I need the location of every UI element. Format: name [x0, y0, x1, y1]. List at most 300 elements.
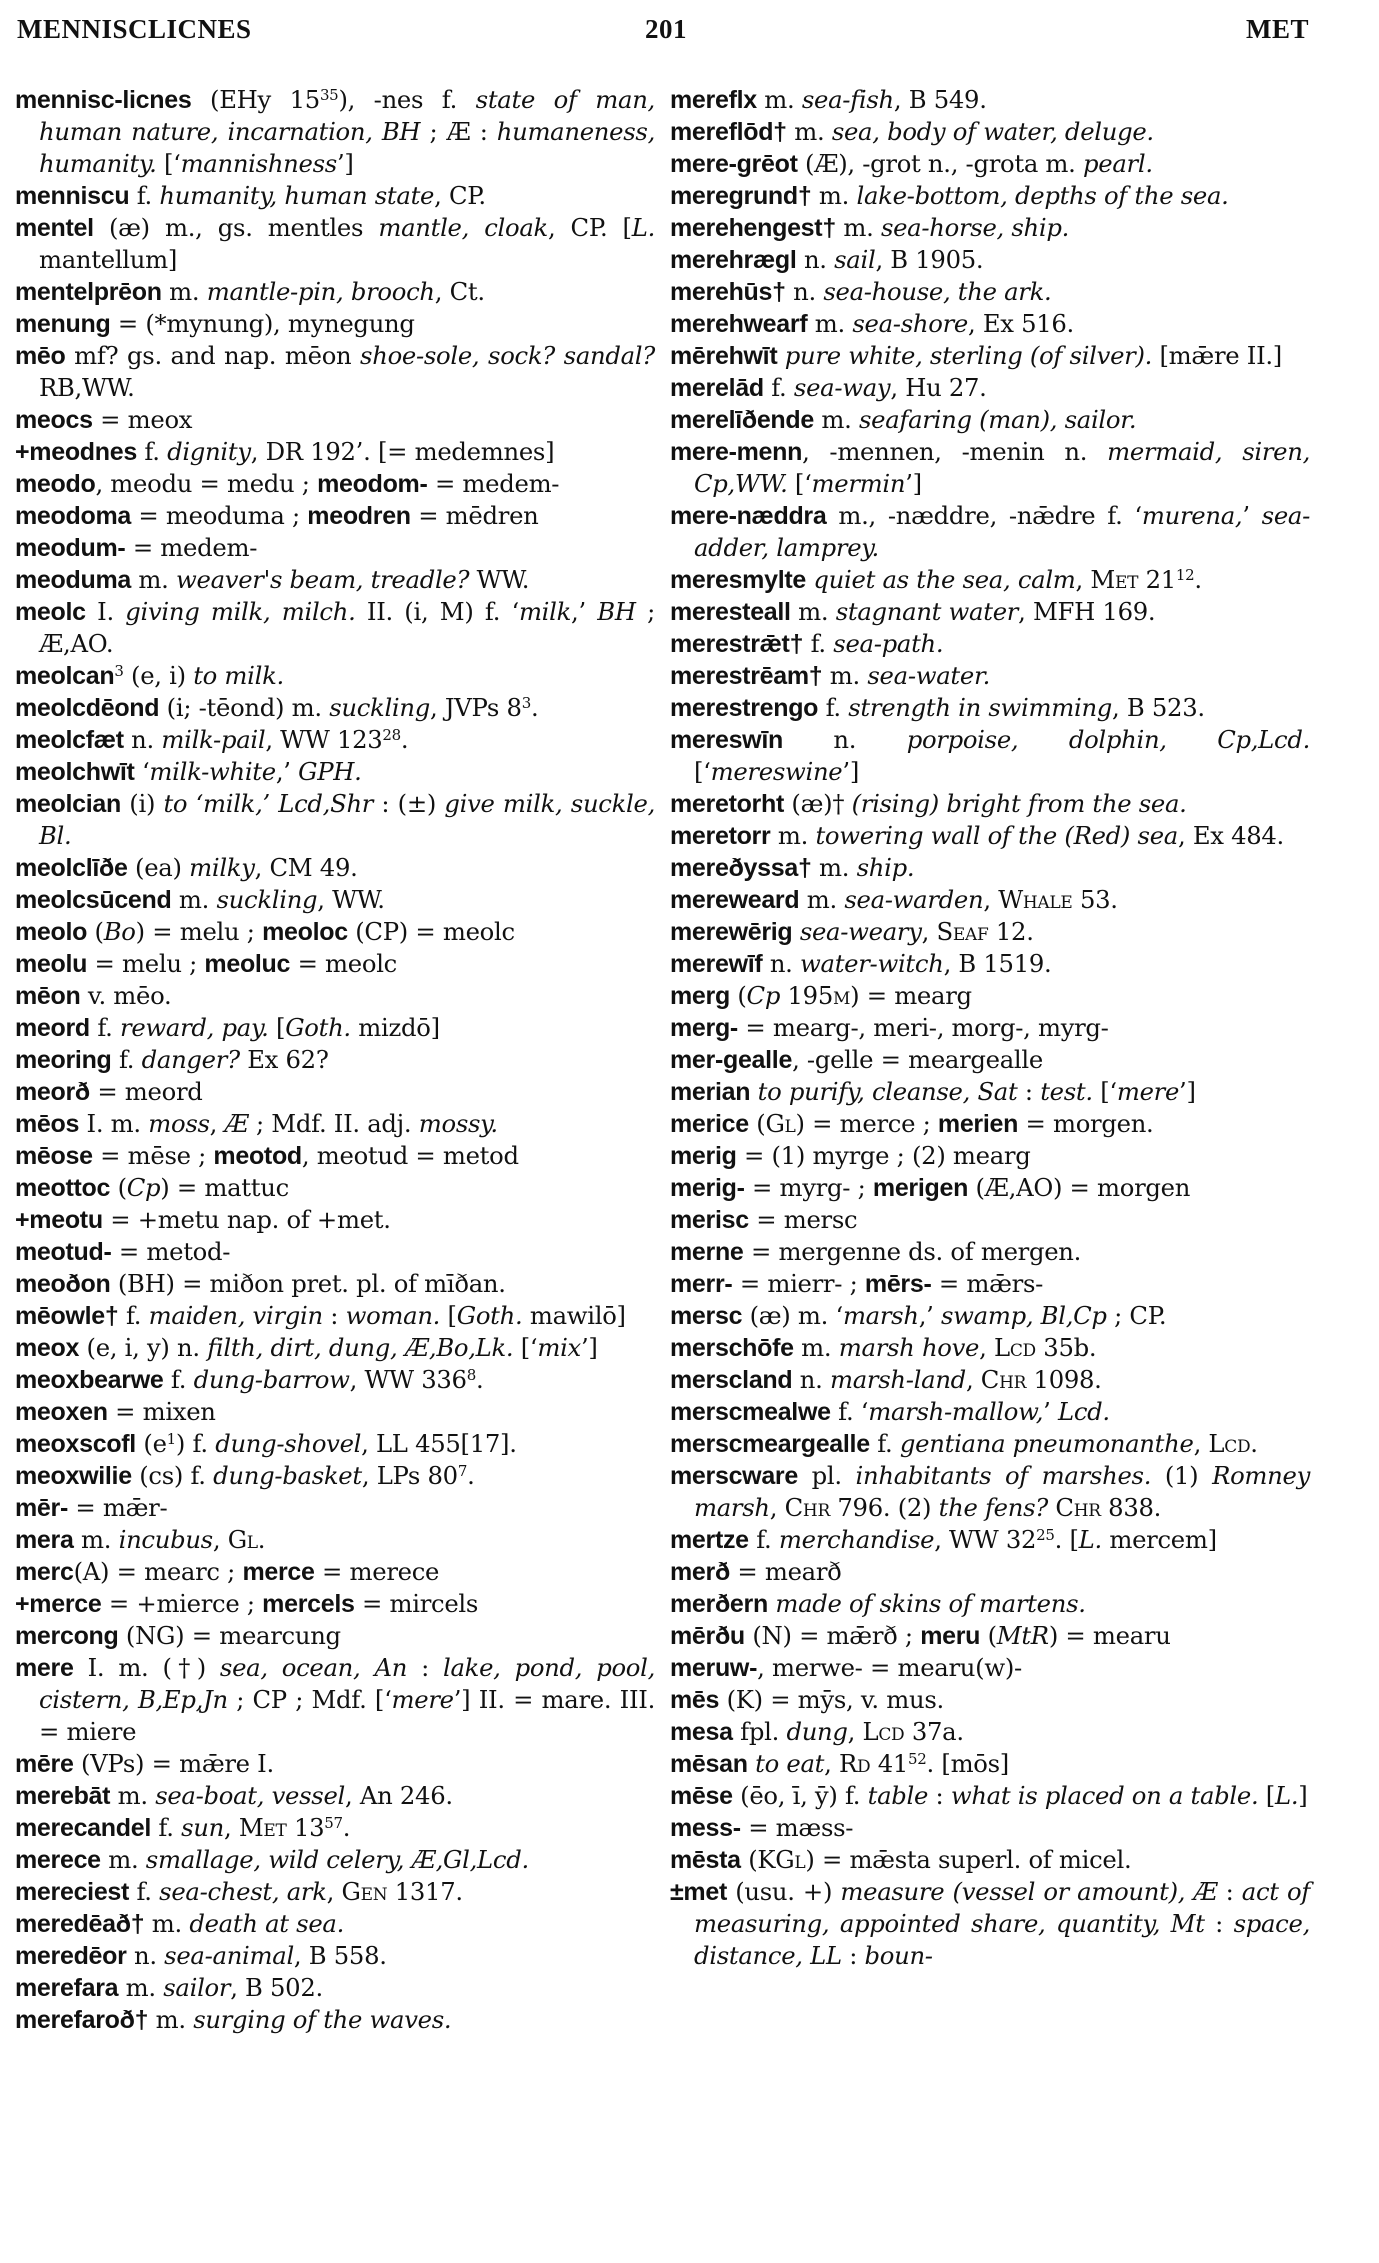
gloss: to eat [755, 1749, 825, 1778]
headword: merewērig [670, 918, 793, 946]
small-caps-ref: Gen [341, 1877, 388, 1906]
dictionary-entry [15, 788, 655, 852]
text: ; CP. [1106, 1301, 1167, 1330]
text: 13 [286, 1813, 325, 1842]
headword: meresteall [670, 598, 791, 626]
dictionary-entry [15, 948, 655, 980]
text: (i; -tēond) m. [159, 693, 330, 722]
gloss: to milk. [193, 661, 284, 690]
dictionary-entry [670, 1716, 1310, 1748]
small-caps-ref: Gl [775, 1845, 806, 1874]
text: ’] II. = mare. III. = miere [39, 1685, 655, 1746]
headword: meorð [15, 1078, 90, 1106]
text: f. [150, 1813, 182, 1842]
headword: meoxscofl [15, 1430, 136, 1458]
gloss: mossy. [418, 1109, 498, 1138]
text: (e, i, y) n. [79, 1333, 208, 1362]
text: : [928, 1781, 951, 1810]
gloss: sea-shore [852, 309, 968, 338]
text: v. mēo. [80, 981, 172, 1010]
text: . [mōs] [926, 1749, 1009, 1778]
gloss: seafaring (man), sailor. [859, 405, 1137, 434]
small-caps-ref: Gl [765, 1109, 796, 1138]
text: . [467, 1461, 475, 1490]
text: = meox [92, 405, 193, 434]
text: = mircels [354, 1589, 479, 1618]
gloss: test. [1040, 1077, 1093, 1106]
gloss: L. [1274, 1781, 1299, 1810]
dictionary-entry [15, 532, 655, 564]
gloss: milky [189, 853, 255, 882]
text: pl. [797, 1461, 856, 1490]
headword: merisc [670, 1206, 749, 1234]
text: (usu. +) [726, 1877, 841, 1906]
headword: mere-grēot [670, 150, 798, 178]
text: n. [782, 725, 907, 754]
text: m., -næddre, -nǣdre f. ‘ [826, 501, 1142, 530]
text: , meotud = metod [301, 1141, 519, 1170]
headword: mercels [262, 1590, 355, 1618]
dictionary-entry [670, 916, 1310, 948]
left-column [15, 84, 655, 2036]
text: f. [163, 1365, 194, 1394]
page-number: 201 [645, 14, 687, 44]
text: = meoduma ; [130, 501, 308, 530]
text: f. ‘ [830, 1397, 869, 1426]
headword: mesa [670, 1718, 733, 1746]
headword: meretorht [670, 790, 784, 818]
text: , JVPs 8 [430, 693, 522, 722]
gloss: sail [834, 245, 876, 274]
headword: mērehwīt [670, 342, 778, 370]
superscript: 35 [319, 86, 339, 104]
dictionary-entry [15, 692, 655, 724]
small-caps-ref: Met [1090, 565, 1139, 594]
text: , Ex 484. [1177, 821, 1284, 850]
text: , LPs 80 [361, 1461, 458, 1490]
dictionary-entry [670, 1108, 1310, 1140]
running-head-last-word: MET [1245, 14, 1309, 44]
text: , B 549. [893, 85, 987, 114]
headword: mēos [15, 1110, 80, 1138]
dictionary-entry [670, 1172, 1310, 1204]
dictionary-entry [15, 884, 655, 916]
text: = medem- [427, 469, 560, 498]
dictionary-entry [15, 660, 655, 692]
superscript: 57 [324, 1814, 343, 1832]
text: . [ [1054, 1525, 1079, 1554]
gloss: murena, [1141, 501, 1243, 530]
text: , [326, 1877, 342, 1906]
text: m. [100, 1845, 146, 1874]
headword: merice [670, 1110, 749, 1138]
text: , CM 49. [254, 853, 358, 882]
text: f. [118, 1301, 149, 1330]
dictionary-entry [15, 1652, 655, 1748]
gloss: sea-house, the ark. [823, 277, 1052, 306]
gloss: state of man, human nature, incarnation, BH [39, 85, 655, 146]
text: ,’ [918, 1301, 941, 1330]
gloss: sea-boat, vessel [155, 1781, 346, 1810]
text: . [342, 1813, 351, 1842]
headword: mēre [15, 1750, 74, 1778]
text: , [1193, 1429, 1209, 1458]
gloss: sea-horse, ship. [880, 213, 1070, 242]
headword: meodren [307, 502, 411, 530]
text: . [1194, 565, 1202, 594]
dictionary-entry [15, 1844, 655, 1876]
headword: merecandel [15, 1814, 151, 1842]
gloss: to ‘milk,’ Lcd,Shr [163, 789, 374, 818]
headword: meolcsūcend [15, 886, 172, 914]
dictionary-entry [670, 1652, 1310, 1684]
gloss: suckling [329, 693, 430, 722]
gloss: Cp [126, 1173, 161, 1202]
text: 838. [1100, 1493, 1162, 1522]
gloss: inhabitants of marshes. [855, 1461, 1152, 1490]
text: (Æ), -grot n., -grota m. [797, 149, 1084, 178]
headword: meoloc [262, 918, 348, 946]
gloss: dung-shovel [215, 1429, 362, 1458]
text: = morgen. [1018, 1109, 1154, 1138]
dictionary-entry [15, 212, 655, 276]
text: , WW 123 [265, 725, 383, 754]
text: m. [813, 405, 859, 434]
text: (e [135, 1429, 167, 1458]
text: = meolc [290, 949, 397, 978]
text: [‘ [787, 469, 812, 498]
gloss: water-witch [800, 949, 944, 978]
text: , WW 32 [934, 1525, 1037, 1554]
headword: mentel [15, 214, 94, 242]
text: = metod- [111, 1237, 231, 1266]
text: , CP. [434, 181, 486, 210]
dictionary-entry [15, 980, 655, 1012]
gloss: mere [391, 1685, 454, 1714]
text: (e, i) [123, 661, 194, 690]
gloss: danger? [141, 1045, 240, 1074]
gloss: measure (vessel or amount), Æ [840, 1877, 1218, 1906]
dictionary-entry [670, 340, 1310, 372]
headword: merscmeargealle [670, 1430, 870, 1458]
text: ’] [842, 757, 859, 786]
headword: merehūs† [670, 278, 786, 306]
headword: mereswīn [670, 726, 783, 754]
text: , DR 192’. [= medemnes] [250, 437, 555, 466]
gloss: L. [631, 213, 655, 242]
dictionary-entry [670, 1524, 1310, 1556]
dictionary-entry [15, 1332, 655, 1364]
text: [‘ [1092, 1077, 1117, 1106]
dictionary-entry [670, 1140, 1310, 1172]
gloss: mermin [811, 469, 906, 498]
text: f. [136, 437, 168, 466]
gloss: sailor [163, 1973, 231, 2002]
headword: meocs [15, 406, 93, 434]
text: f. [748, 1525, 779, 1554]
gloss: sea-weary [799, 917, 922, 946]
text: , [769, 1493, 785, 1522]
superscript: 25 [1036, 1526, 1055, 1544]
gloss: sea, body of water, deluge. [831, 117, 1154, 146]
text: = mēdren [410, 501, 539, 530]
headword: merewīf [670, 950, 763, 978]
dictionary-entry [15, 180, 655, 212]
dictionary-entry [15, 564, 655, 596]
gloss: incubus [118, 1525, 213, 1554]
text: m. [822, 661, 868, 690]
dictionary-entry [15, 1876, 655, 1908]
text: 12. [988, 917, 1034, 946]
headword: merne [670, 1238, 744, 1266]
text: , CP. [ [547, 213, 632, 242]
headword: mentelprēon [15, 278, 162, 306]
headword: merscland [670, 1366, 793, 1394]
gloss: merchandise [778, 1525, 935, 1554]
dictionary-entry [15, 1204, 655, 1236]
text: , [1075, 565, 1091, 594]
text: [ [268, 1013, 286, 1042]
superscript: 7 [457, 1462, 468, 1480]
text: (æ) m., gs. mentles [93, 213, 379, 242]
text: = mēse ; [92, 1141, 214, 1170]
text: (K [740, 1845, 776, 1874]
dictionary-entry [670, 1876, 1310, 1972]
gloss: sea-fish [801, 85, 894, 114]
text: f. [818, 693, 849, 722]
headword: merestrēam† [670, 662, 823, 690]
headword: mere [15, 1654, 74, 1682]
text: ) f. [175, 1429, 216, 1458]
gloss: sea-way [793, 373, 891, 402]
gloss: lake-bottom, depths of the sea. [856, 181, 1229, 210]
text: = melu ; [87, 949, 205, 978]
superscript: 1 [166, 1430, 176, 1448]
text: ) = mearg [850, 981, 972, 1010]
gloss: milk-white [149, 757, 276, 786]
text: , [965, 1365, 981, 1394]
dictionary-entry [670, 1300, 1310, 1332]
text: (CP) = meolc [347, 917, 515, 946]
text: , [824, 1749, 839, 1778]
gloss: quiet as the sea, calm [813, 565, 1076, 594]
dictionary-entry [670, 1780, 1310, 1812]
headword: merestrengo [670, 694, 819, 722]
small-caps-ref: Chr [784, 1493, 830, 1522]
dictionary-entry [670, 1556, 1310, 1588]
gloss: Romney marsh [694, 1461, 1310, 1522]
text: (EHy 15 [191, 85, 320, 114]
headword: meoxwilie [15, 1462, 132, 1490]
headword: mera [15, 1526, 74, 1554]
dictionary-entry [15, 1236, 655, 1268]
dictionary-entry [670, 788, 1310, 820]
headword: meredēor [15, 1942, 127, 1970]
dictionary-entry [670, 1236, 1310, 1268]
text: : [407, 1653, 443, 1682]
text: = mearg-, meri-, morg-, myrg- [737, 1013, 1109, 1042]
headword: meolo [15, 918, 88, 946]
text: = mierr- ; [732, 1269, 865, 1298]
dictionary-entry [15, 1940, 655, 1972]
text: = mǣrs- [931, 1269, 1044, 1298]
text: = mersc [748, 1205, 858, 1234]
headword: mēo [15, 342, 66, 370]
text: ( [748, 1109, 766, 1138]
headword: +merce [15, 1590, 102, 1618]
dictionary-entry [670, 308, 1310, 340]
text: , LL 455[17]. [361, 1429, 517, 1458]
text: [‘ [156, 149, 181, 178]
dictionary-entry [670, 244, 1310, 276]
small-caps-ref: Seaf [936, 917, 989, 946]
gloss: pure white, sterling (of silver). [784, 341, 1153, 370]
dictionary-entry [670, 884, 1310, 916]
small-caps-ref: Met [238, 1813, 287, 1842]
text: 796. (2) [829, 1493, 939, 1522]
gloss: milk [518, 597, 572, 626]
headword: mersc [670, 1302, 743, 1330]
text: = medem- [125, 533, 258, 562]
text: ] [1298, 1781, 1308, 1810]
text: (ea) [127, 853, 190, 882]
dictionary-entry [670, 1812, 1310, 1844]
dictionary-entry [670, 116, 1310, 148]
small-caps-ref: m [833, 981, 851, 1010]
gloss: to purify, cleanse, Sat [757, 1077, 1018, 1106]
headword: mērðu [670, 1622, 745, 1650]
dictionary-entry [15, 1972, 655, 2004]
headword: meotud- [15, 1238, 112, 1266]
text: mf? gs. and nap. mēon [65, 341, 361, 370]
text: , B 523. [1112, 693, 1205, 722]
text: n. [126, 1941, 165, 1970]
gloss: Lcd. [1058, 1397, 1110, 1426]
dictionary-entry [15, 1620, 655, 1652]
headword: merece [15, 1846, 101, 1874]
gloss: the fens? [938, 1493, 1048, 1522]
text: RB,WW. [39, 373, 135, 402]
text: f. [803, 629, 834, 658]
dictionary-entry [670, 660, 1310, 692]
text: = mǣr- [68, 1493, 168, 1522]
dictionary-entry [670, 212, 1310, 244]
text: I. m. [79, 1109, 149, 1138]
headword: merestrǣt† [670, 630, 804, 658]
text: (i) [120, 789, 164, 818]
text: (æ) m. ‘ [742, 1301, 843, 1330]
text: (æ)† [784, 789, 852, 818]
text: Ex 62? [239, 1045, 329, 1074]
headword: mēse [670, 1782, 733, 1810]
headword: mērs- [864, 1270, 932, 1298]
text: : [1017, 1077, 1041, 1106]
dictionary-entry [15, 1748, 655, 1780]
text: (A) = mearc ; [73, 1557, 243, 1586]
headword: mess- [670, 1814, 741, 1842]
headword: mēowle† [15, 1302, 119, 1330]
gloss: moss [148, 1109, 210, 1138]
text: I. [85, 597, 126, 626]
gloss: stagnant water [835, 597, 1019, 626]
running-head-first-word: MENNISCLICNES [17, 14, 252, 44]
dictionary-entry [670, 372, 1310, 404]
text: (ēo, ī, ȳ) f. [732, 1781, 868, 1810]
text: m. [770, 821, 816, 850]
small-caps-ref: Rd [838, 1749, 871, 1778]
gloss: marsh hove [838, 1333, 980, 1362]
text: , -mennen, -menin n. [802, 437, 1108, 466]
dictionary-entry [670, 564, 1310, 596]
text: f. [89, 1013, 121, 1042]
text: ,’ [571, 597, 598, 626]
text: = myrg- ; [744, 1173, 873, 1202]
headword: mēs [670, 1686, 720, 1714]
text: m. [171, 885, 217, 914]
text: mantellum] [39, 245, 178, 274]
dictionary-entry [670, 724, 1310, 788]
gloss: marsh-mallow, [868, 1397, 1044, 1426]
text: ) = mattuc [160, 1173, 289, 1202]
text: 195 [780, 981, 833, 1010]
gloss: Goth. [285, 1013, 351, 1042]
headword: meolcan [15, 662, 115, 690]
dictionary-entry [670, 980, 1310, 1012]
text: , [223, 1813, 239, 1842]
superscript: 8 [466, 1366, 476, 1384]
gloss: strength in swimming [848, 693, 1113, 722]
text: 41 [870, 1749, 909, 1778]
text: n. [796, 245, 835, 274]
text: ’ [1242, 501, 1262, 530]
text: m. [811, 181, 857, 210]
text: (NG) = mearcung [118, 1621, 341, 1650]
text: ,’ [275, 757, 299, 786]
gloss: pearl. [1083, 149, 1153, 178]
text: = +mierce ; [101, 1589, 263, 1618]
superscript: 28 [382, 726, 401, 744]
headword: merig- [670, 1174, 745, 1202]
dictionary-entry [15, 1492, 655, 1524]
headword: meoluc [204, 950, 291, 978]
text: . [530, 693, 539, 722]
headword: mercong [15, 1622, 119, 1650]
text: II. (i, M) f. ‘ [355, 597, 519, 626]
headword: meoxbearwe [15, 1366, 164, 1394]
text: mercem] [1101, 1525, 1217, 1554]
dictionary-entry [670, 1588, 1310, 1620]
right-column [670, 84, 1310, 1972]
text: fpl. [732, 1717, 787, 1746]
dictionary-entry [670, 1428, 1310, 1460]
text: m. [811, 853, 857, 882]
headword: meox [15, 1334, 80, 1362]
headword: meolcdēond [15, 694, 160, 722]
gloss: boun- [864, 1941, 933, 1970]
headword: meodoma [15, 502, 131, 530]
dictionary-entry [670, 852, 1310, 884]
gloss: suckling [216, 885, 318, 914]
text: : [1204, 1909, 1234, 1938]
text: ( [87, 917, 104, 946]
dictionary-entry [670, 596, 1310, 628]
text: (Æ,AO) = morgen [968, 1173, 1191, 1202]
text: , WW. [317, 885, 385, 914]
gloss: Æ [224, 1109, 249, 1138]
headword: mereðyssa† [670, 854, 812, 882]
gloss: MtR [996, 1621, 1049, 1650]
headword: mereweard [670, 886, 800, 914]
